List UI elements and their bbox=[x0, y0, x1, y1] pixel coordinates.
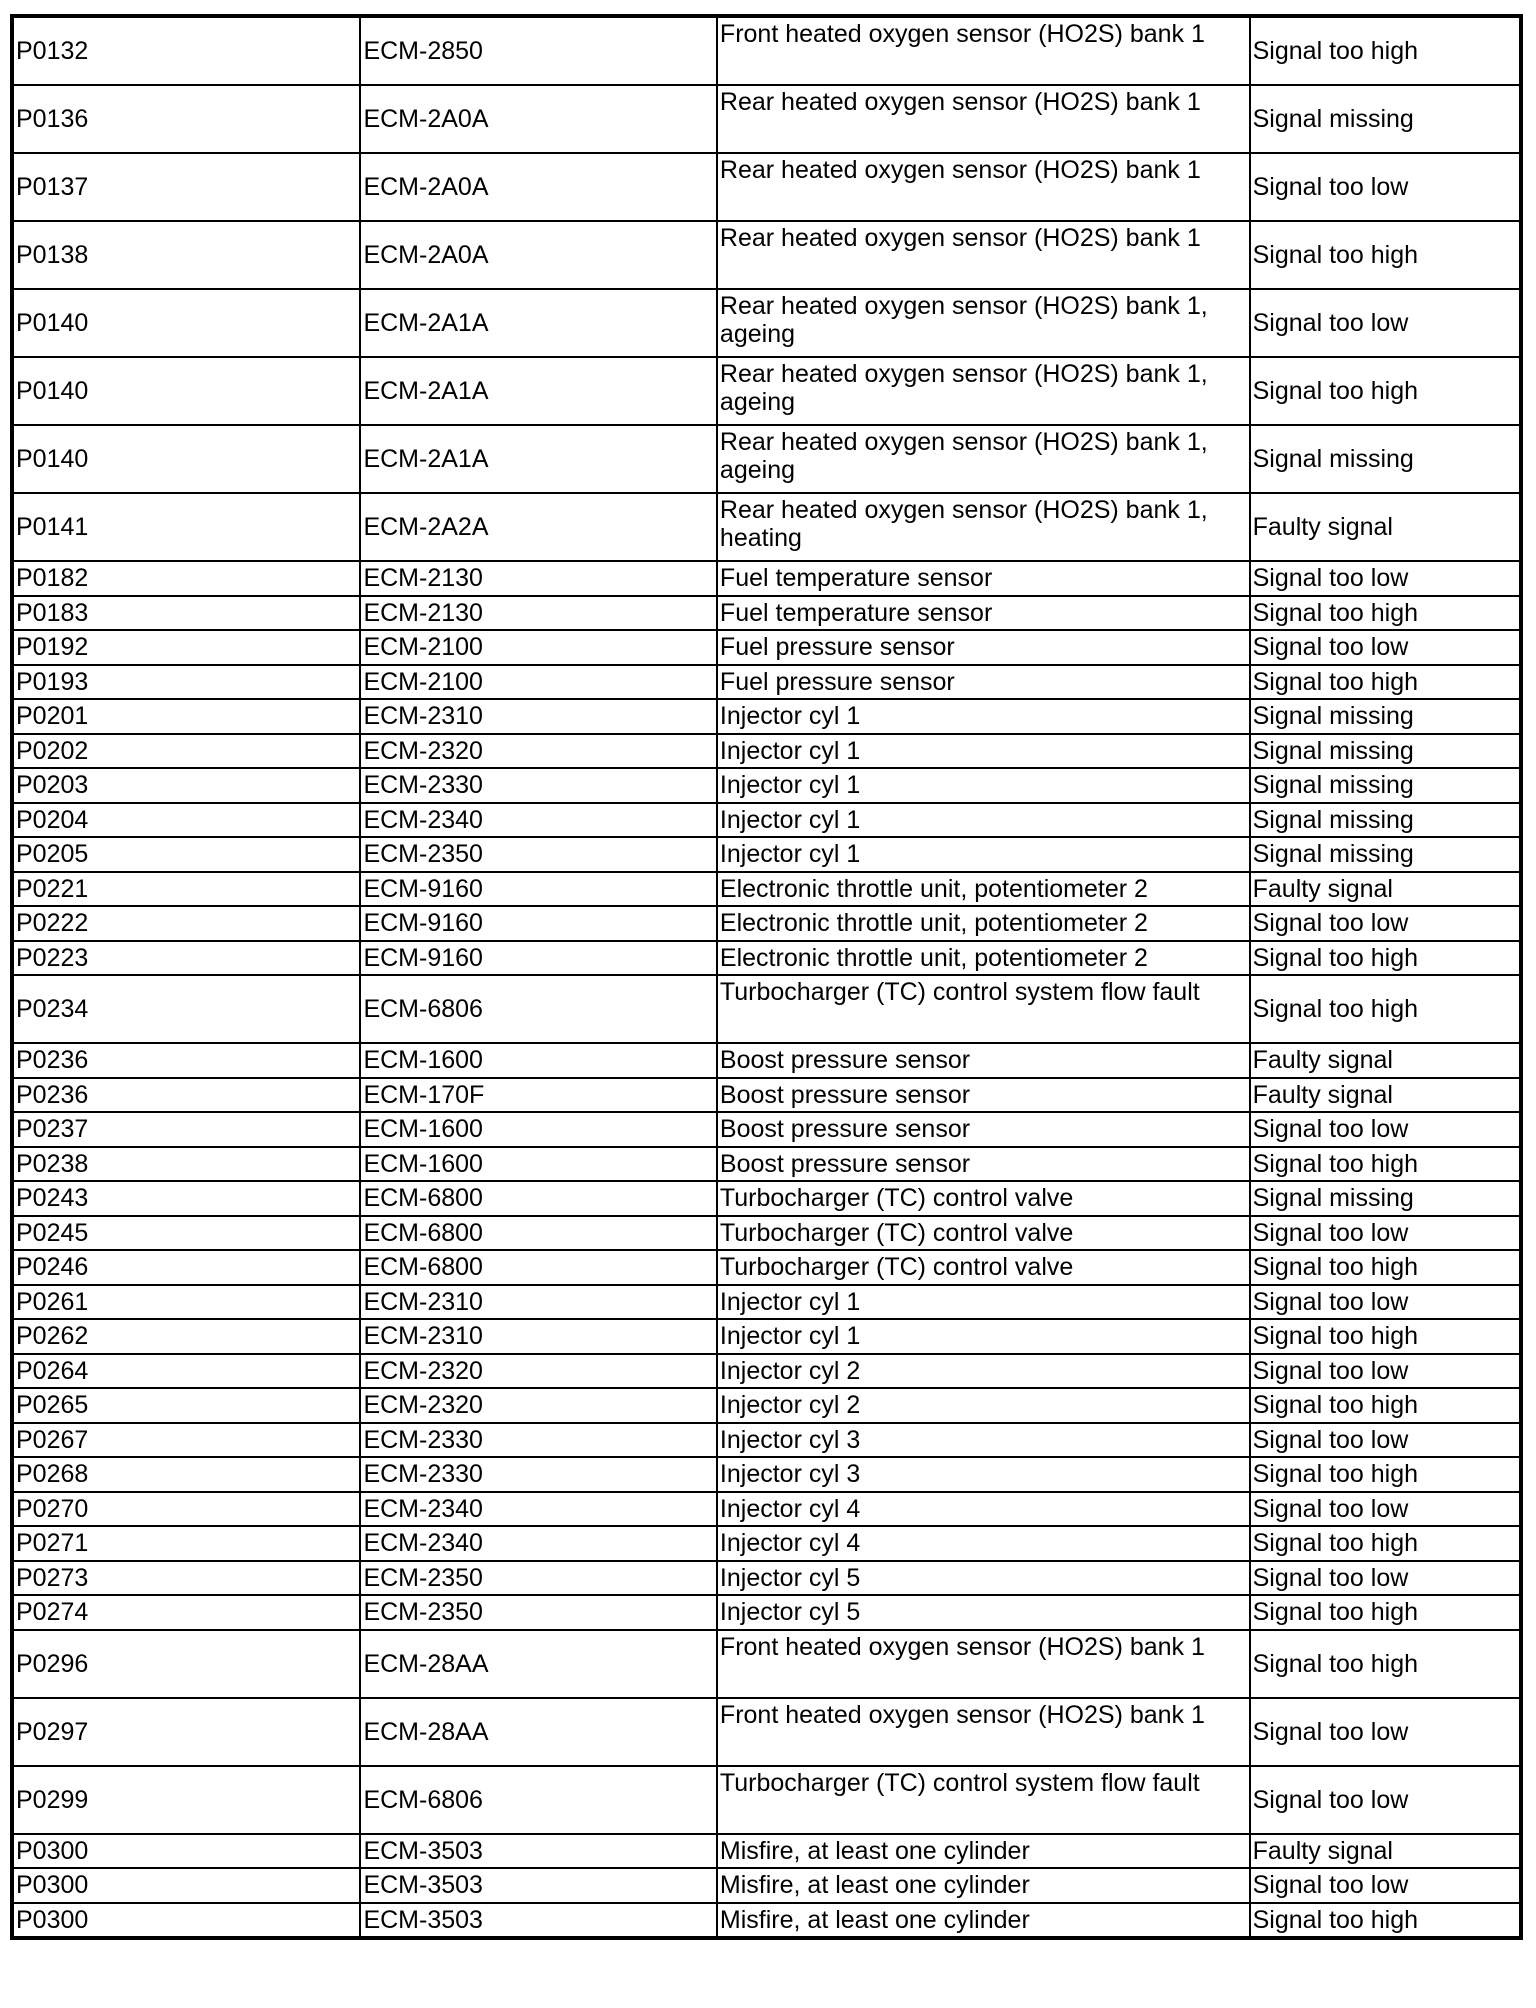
component-description-cell: Injector cyl 3 bbox=[717, 1423, 1250, 1458]
dtc-code-cell: P0193 bbox=[12, 665, 360, 700]
dtc-code-cell: P0299 bbox=[12, 1766, 360, 1834]
table-row bbox=[12, 1250, 1521, 1285]
dtc-code-cell: P0201 bbox=[12, 699, 360, 734]
fault-status-cell: Signal too low bbox=[1250, 289, 1521, 357]
table-row bbox=[12, 1078, 1521, 1113]
fault-status-cell: Signal too low bbox=[1250, 1216, 1521, 1251]
dtc-code-cell: P0300 bbox=[12, 1903, 360, 1939]
component-description-cell: Rear heated oxygen sensor (HO2S) bank 1 bbox=[717, 153, 1250, 221]
dtc-code-cell: P0273 bbox=[12, 1561, 360, 1596]
ecm-code-cell: ECM-3503 bbox=[360, 1868, 716, 1903]
dtc-table-body bbox=[12, 16, 1521, 1938]
fault-status-cell: Signal too low bbox=[1250, 1423, 1521, 1458]
ecm-code-cell: ECM-2320 bbox=[360, 1354, 716, 1389]
fault-status-cell: Signal too high bbox=[1250, 1903, 1521, 1939]
component-description-cell: Injector cyl 3 bbox=[717, 1457, 1250, 1492]
component-description-cell: Injector cyl 1 bbox=[717, 699, 1250, 734]
dtc-code-cell: P0140 bbox=[12, 289, 360, 357]
dtc-code-cell: P0202 bbox=[12, 734, 360, 769]
ecm-code-cell: ECM-1600 bbox=[360, 1147, 716, 1182]
component-description-cell: Injector cyl 1 bbox=[717, 768, 1250, 803]
table-row bbox=[12, 630, 1521, 665]
table-row bbox=[12, 153, 1521, 221]
component-description-cell: Front heated oxygen sensor (HO2S) bank 1 bbox=[717, 16, 1250, 85]
component-description-cell: Turbocharger (TC) control valve bbox=[717, 1250, 1250, 1285]
dtc-code-cell: P0300 bbox=[12, 1868, 360, 1903]
component-description-cell: Electronic throttle unit, potentiometer 2 bbox=[717, 872, 1250, 907]
ecm-code-cell: ECM-2100 bbox=[360, 665, 716, 700]
fault-status-cell: Signal too low bbox=[1250, 630, 1521, 665]
ecm-code-cell: ECM-3503 bbox=[360, 1903, 716, 1939]
component-description-cell: Misfire, at least one cylinder bbox=[717, 1868, 1250, 1903]
fault-status-cell: Signal too high bbox=[1250, 1630, 1521, 1698]
table-row bbox=[12, 803, 1521, 838]
table-row bbox=[12, 1903, 1521, 1939]
ecm-code-cell: ECM-28AA bbox=[360, 1630, 716, 1698]
dtc-code-cell: P0261 bbox=[12, 1285, 360, 1320]
component-description-cell: Injector cyl 5 bbox=[717, 1561, 1250, 1596]
dtc-code-cell: P0271 bbox=[12, 1526, 360, 1561]
ecm-code-cell: ECM-2A1A bbox=[360, 357, 716, 425]
fault-status-cell: Faulty signal bbox=[1250, 872, 1521, 907]
fault-status-cell: Signal too low bbox=[1250, 906, 1521, 941]
fault-status-cell: Signal too low bbox=[1250, 1766, 1521, 1834]
ecm-code-cell: ECM-9160 bbox=[360, 906, 716, 941]
dtc-code-cell: P0141 bbox=[12, 493, 360, 561]
component-description-cell: Rear heated oxygen sensor (HO2S) bank 1, ageing bbox=[717, 357, 1250, 425]
ecm-code-cell: ECM-2330 bbox=[360, 1423, 716, 1458]
ecm-code-cell: ECM-6800 bbox=[360, 1250, 716, 1285]
fault-status-cell: Signal too low bbox=[1250, 1112, 1521, 1147]
dtc-code-cell: P0182 bbox=[12, 561, 360, 596]
ecm-code-cell: ECM-1600 bbox=[360, 1043, 716, 1078]
fault-status-cell: Signal too high bbox=[1250, 16, 1521, 85]
ecm-code-cell: ECM-2340 bbox=[360, 803, 716, 838]
component-description-cell: Boost pressure sensor bbox=[717, 1147, 1250, 1182]
dtc-code-cell: P0296 bbox=[12, 1630, 360, 1698]
table-row bbox=[12, 1181, 1521, 1216]
dtc-code-cell: P0264 bbox=[12, 1354, 360, 1389]
fault-status-cell: Faulty signal bbox=[1250, 493, 1521, 561]
dtc-code-cell: P0236 bbox=[12, 1078, 360, 1113]
component-description-cell: Fuel pressure sensor bbox=[717, 630, 1250, 665]
fault-status-cell: Signal too low bbox=[1250, 153, 1521, 221]
ecm-code-cell: ECM-2A2A bbox=[360, 493, 716, 561]
component-description-cell: Front heated oxygen sensor (HO2S) bank 1 bbox=[717, 1630, 1250, 1698]
ecm-code-cell: ECM-6800 bbox=[360, 1181, 716, 1216]
ecm-code-cell: ECM-170F bbox=[360, 1078, 716, 1113]
ecm-code-cell: ECM-2310 bbox=[360, 699, 716, 734]
table-row bbox=[12, 1216, 1521, 1251]
ecm-code-cell: ECM-6806 bbox=[360, 1766, 716, 1834]
ecm-code-cell: ECM-28AA bbox=[360, 1698, 716, 1766]
component-description-cell: Turbocharger (TC) control valve bbox=[717, 1181, 1250, 1216]
fault-status-cell: Signal too high bbox=[1250, 1147, 1521, 1182]
dtc-code-cell: P0234 bbox=[12, 975, 360, 1043]
ecm-code-cell: ECM-2310 bbox=[360, 1285, 716, 1320]
table-row bbox=[12, 665, 1521, 700]
table-row bbox=[12, 1595, 1521, 1630]
ecm-code-cell: ECM-2320 bbox=[360, 734, 716, 769]
dtc-code-cell: P0204 bbox=[12, 803, 360, 838]
table-row bbox=[12, 1834, 1521, 1869]
component-description-cell: Turbocharger (TC) control valve bbox=[717, 1216, 1250, 1251]
fault-status-cell: Signal missing bbox=[1250, 803, 1521, 838]
fault-status-cell: Signal too high bbox=[1250, 941, 1521, 976]
dtc-code-cell: P0300 bbox=[12, 1834, 360, 1869]
dtc-code-cell: P0270 bbox=[12, 1492, 360, 1527]
table-row bbox=[12, 16, 1521, 85]
table-row bbox=[12, 1630, 1521, 1698]
fault-status-cell: Signal too high bbox=[1250, 221, 1521, 289]
table-row bbox=[12, 872, 1521, 907]
dtc-code-cell: P0137 bbox=[12, 153, 360, 221]
dtc-code-cell: P0267 bbox=[12, 1423, 360, 1458]
fault-status-cell: Signal too high bbox=[1250, 1526, 1521, 1561]
dtc-code-cell: P0140 bbox=[12, 357, 360, 425]
table-row bbox=[12, 596, 1521, 631]
table-row bbox=[12, 85, 1521, 153]
ecm-code-cell: ECM-2130 bbox=[360, 596, 716, 631]
dtc-code-cell: P0183 bbox=[12, 596, 360, 631]
table-row bbox=[12, 1561, 1521, 1596]
ecm-code-cell: ECM-6806 bbox=[360, 975, 716, 1043]
component-description-cell: Injector cyl 2 bbox=[717, 1388, 1250, 1423]
table-row bbox=[12, 975, 1521, 1043]
ecm-code-cell: ECM-2350 bbox=[360, 1595, 716, 1630]
ecm-code-cell: ECM-2850 bbox=[360, 16, 716, 85]
dtc-code-cell: P0140 bbox=[12, 425, 360, 493]
table-row bbox=[12, 1526, 1521, 1561]
dtc-code-cell: P0138 bbox=[12, 221, 360, 289]
dtc-code-cell: P0238 bbox=[12, 1147, 360, 1182]
component-description-cell: Boost pressure sensor bbox=[717, 1112, 1250, 1147]
fault-status-cell: Signal missing bbox=[1250, 699, 1521, 734]
dtc-code-cell: P0262 bbox=[12, 1319, 360, 1354]
component-description-cell: Turbocharger (TC) control system flow fault bbox=[717, 1766, 1250, 1834]
ecm-code-cell: ECM-2350 bbox=[360, 837, 716, 872]
fault-status-cell: Faulty signal bbox=[1250, 1078, 1521, 1113]
table-row bbox=[12, 837, 1521, 872]
table-row bbox=[12, 1285, 1521, 1320]
table-row bbox=[12, 561, 1521, 596]
ecm-code-cell: ECM-2A0A bbox=[360, 153, 716, 221]
dtc-code-cell: P0136 bbox=[12, 85, 360, 153]
table-row bbox=[12, 1492, 1521, 1527]
ecm-code-cell: ECM-2330 bbox=[360, 768, 716, 803]
fault-status-cell: Signal too low bbox=[1250, 1492, 1521, 1527]
fault-status-cell: Signal too low bbox=[1250, 1285, 1521, 1320]
dtc-code-cell: P0274 bbox=[12, 1595, 360, 1630]
dtc-code-cell: P0243 bbox=[12, 1181, 360, 1216]
ecm-code-cell: ECM-3503 bbox=[360, 1834, 716, 1869]
table-row bbox=[12, 1388, 1521, 1423]
table-row bbox=[12, 768, 1521, 803]
dtc-code-cell: P0268 bbox=[12, 1457, 360, 1492]
ecm-code-cell: ECM-2A0A bbox=[360, 221, 716, 289]
fault-status-cell: Signal too high bbox=[1250, 1319, 1521, 1354]
dtc-code-cell: P0245 bbox=[12, 1216, 360, 1251]
fault-status-cell: Signal missing bbox=[1250, 85, 1521, 153]
fault-status-cell: Faulty signal bbox=[1250, 1834, 1521, 1869]
dtc-code-cell: P0236 bbox=[12, 1043, 360, 1078]
dtc-code-cell: P0221 bbox=[12, 872, 360, 907]
component-description-cell: Turbocharger (TC) control system flow fault bbox=[717, 975, 1250, 1043]
component-description-cell: Rear heated oxygen sensor (HO2S) bank 1, ageing bbox=[717, 425, 1250, 493]
fault-status-cell: Signal missing bbox=[1250, 734, 1521, 769]
component-description-cell: Injector cyl 1 bbox=[717, 734, 1250, 769]
dtc-code-cell: P0265 bbox=[12, 1388, 360, 1423]
table-row bbox=[12, 289, 1521, 357]
fault-status-cell: Signal missing bbox=[1250, 837, 1521, 872]
table-row bbox=[12, 357, 1521, 425]
table-row bbox=[12, 734, 1521, 769]
ecm-code-cell: ECM-2340 bbox=[360, 1526, 716, 1561]
table-row bbox=[12, 425, 1521, 493]
fault-status-cell: Signal missing bbox=[1250, 425, 1521, 493]
dtc-code-cell: P0246 bbox=[12, 1250, 360, 1285]
fault-status-cell: Signal too low bbox=[1250, 1868, 1521, 1903]
table-row bbox=[12, 1457, 1521, 1492]
ecm-code-cell: ECM-9160 bbox=[360, 941, 716, 976]
ecm-code-cell: ECM-2350 bbox=[360, 1561, 716, 1596]
fault-status-cell: Signal too low bbox=[1250, 1561, 1521, 1596]
component-description-cell: Boost pressure sensor bbox=[717, 1078, 1250, 1113]
dtc-code-cell: P0192 bbox=[12, 630, 360, 665]
component-description-cell: Rear heated oxygen sensor (HO2S) bank 1, ageing bbox=[717, 289, 1250, 357]
table-row bbox=[12, 1698, 1521, 1766]
table-row bbox=[12, 1423, 1521, 1458]
table-row bbox=[12, 1147, 1521, 1182]
ecm-code-cell: ECM-2A0A bbox=[360, 85, 716, 153]
ecm-code-cell: ECM-2340 bbox=[360, 1492, 716, 1527]
component-description-cell: Injector cyl 1 bbox=[717, 1285, 1250, 1320]
fault-status-cell: Signal missing bbox=[1250, 768, 1521, 803]
component-description-cell: Injector cyl 4 bbox=[717, 1526, 1250, 1561]
ecm-code-cell: ECM-2A1A bbox=[360, 289, 716, 357]
ecm-code-cell: ECM-9160 bbox=[360, 872, 716, 907]
fault-status-cell: Signal too high bbox=[1250, 1388, 1521, 1423]
component-description-cell: Boost pressure sensor bbox=[717, 1043, 1250, 1078]
ecm-code-cell: ECM-2100 bbox=[360, 630, 716, 665]
component-description-cell: Injector cyl 2 bbox=[717, 1354, 1250, 1389]
table-row bbox=[12, 1868, 1521, 1903]
table-row bbox=[12, 1766, 1521, 1834]
ecm-code-cell: ECM-2310 bbox=[360, 1319, 716, 1354]
fault-status-cell: Signal too high bbox=[1250, 1250, 1521, 1285]
component-description-cell: Injector cyl 5 bbox=[717, 1595, 1250, 1630]
component-description-cell: Electronic throttle unit, potentiometer 2 bbox=[717, 906, 1250, 941]
component-description-cell: Injector cyl 4 bbox=[717, 1492, 1250, 1527]
fault-status-cell: Signal missing bbox=[1250, 1181, 1521, 1216]
dtc-code-cell: P0203 bbox=[12, 768, 360, 803]
component-description-cell: Fuel pressure sensor bbox=[717, 665, 1250, 700]
fault-status-cell: Signal too high bbox=[1250, 665, 1521, 700]
component-description-cell: Misfire, at least one cylinder bbox=[717, 1903, 1250, 1939]
fault-status-cell: Signal too low bbox=[1250, 1354, 1521, 1389]
fault-status-cell: Signal too low bbox=[1250, 1698, 1521, 1766]
ecm-code-cell: ECM-2330 bbox=[360, 1457, 716, 1492]
table-row bbox=[12, 906, 1521, 941]
table-row bbox=[12, 221, 1521, 289]
table-row bbox=[12, 699, 1521, 734]
ecm-code-cell: ECM-1600 bbox=[360, 1112, 716, 1147]
dtc-code-cell: P0132 bbox=[12, 16, 360, 85]
fault-status-cell: Faulty signal bbox=[1250, 1043, 1521, 1078]
ecm-code-cell: ECM-6800 bbox=[360, 1216, 716, 1251]
component-description-cell: Rear heated oxygen sensor (HO2S) bank 1, heating bbox=[717, 493, 1250, 561]
fault-status-cell: Signal too high bbox=[1250, 975, 1521, 1043]
component-description-cell: Front heated oxygen sensor (HO2S) bank 1 bbox=[717, 1698, 1250, 1766]
table-row bbox=[12, 493, 1521, 561]
fault-status-cell: Signal too high bbox=[1250, 596, 1521, 631]
table-row bbox=[12, 1354, 1521, 1389]
fault-status-cell: Signal too low bbox=[1250, 561, 1521, 596]
dtc-code-cell: P0222 bbox=[12, 906, 360, 941]
component-description-cell: Injector cyl 1 bbox=[717, 837, 1250, 872]
component-description-cell: Fuel temperature sensor bbox=[717, 596, 1250, 631]
dtc-code-cell: P0297 bbox=[12, 1698, 360, 1766]
table-row bbox=[12, 1043, 1521, 1078]
dtc-code-cell: P0237 bbox=[12, 1112, 360, 1147]
ecm-code-cell: ECM-2130 bbox=[360, 561, 716, 596]
table-row bbox=[12, 1112, 1521, 1147]
dtc-code-cell: P0223 bbox=[12, 941, 360, 976]
component-description-cell: Fuel temperature sensor bbox=[717, 561, 1250, 596]
table-row bbox=[12, 941, 1521, 976]
component-description-cell: Injector cyl 1 bbox=[717, 1319, 1250, 1354]
component-description-cell: Electronic throttle unit, potentiometer 2 bbox=[717, 941, 1250, 976]
component-description-cell: Injector cyl 1 bbox=[717, 803, 1250, 838]
ecm-code-cell: ECM-2A1A bbox=[360, 425, 716, 493]
fault-status-cell: Signal too high bbox=[1250, 357, 1521, 425]
component-description-cell: Misfire, at least one cylinder bbox=[717, 1834, 1250, 1869]
dtc-code-cell: P0205 bbox=[12, 837, 360, 872]
component-description-cell: Rear heated oxygen sensor (HO2S) bank 1 bbox=[717, 221, 1250, 289]
ecm-code-cell: ECM-2320 bbox=[360, 1388, 716, 1423]
dtc-table bbox=[10, 14, 1523, 1940]
fault-status-cell: Signal too high bbox=[1250, 1457, 1521, 1492]
component-description-cell: Rear heated oxygen sensor (HO2S) bank 1 bbox=[717, 85, 1250, 153]
fault-status-cell: Signal too high bbox=[1250, 1595, 1521, 1630]
table-row bbox=[12, 1319, 1521, 1354]
